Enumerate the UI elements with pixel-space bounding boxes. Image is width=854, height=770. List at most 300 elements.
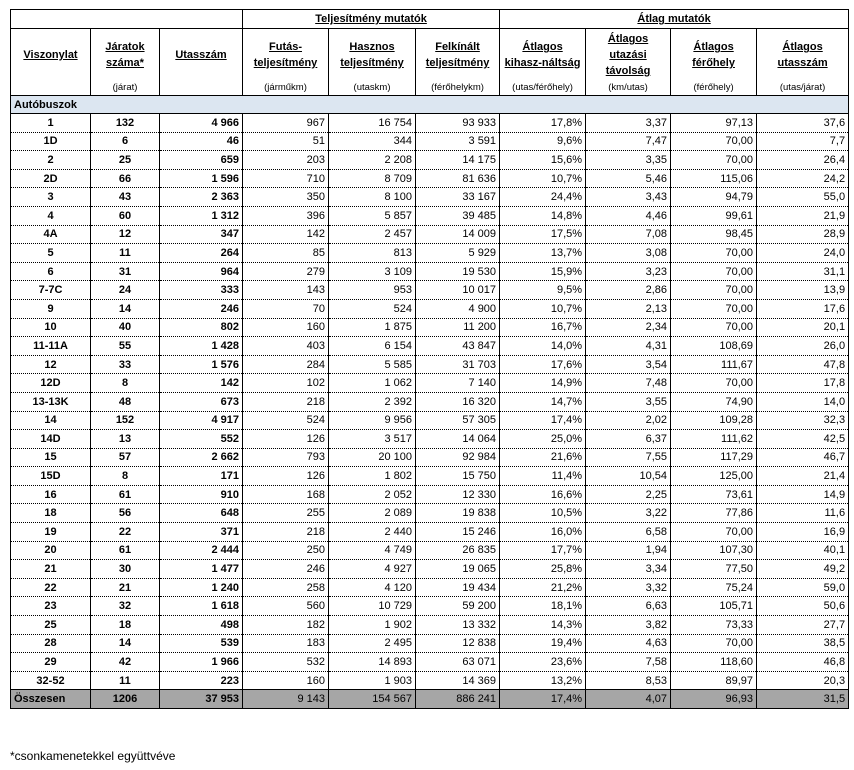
group-header-performance: Teljesítmény mutatók: [243, 10, 500, 29]
table-cell: 109,28: [671, 411, 757, 430]
table-row: [11, 616, 849, 635]
table-cell: 18: [91, 616, 160, 635]
route-name-cell: 7-7C: [11, 281, 91, 300]
table-cell: 160: [243, 318, 329, 337]
table-cell: 152: [91, 411, 160, 430]
table-cell: 126: [243, 467, 329, 486]
table-cell: 17,4%: [500, 411, 586, 430]
table-cell: 6,63: [586, 597, 671, 616]
table-row: [11, 634, 849, 653]
table-cell: 19 838: [416, 504, 500, 523]
table-cell: 2,02: [586, 411, 671, 430]
total-cell: 9 143: [243, 690, 329, 709]
table-cell: 81 636: [416, 169, 500, 188]
table-cell: 20,1: [757, 318, 849, 337]
table-cell: 31,1: [757, 262, 849, 281]
total-cell: 17,4%: [500, 690, 586, 709]
table-cell: 8: [91, 467, 160, 486]
route-name-cell: 12D: [11, 374, 91, 393]
table-cell: 115,06: [671, 169, 757, 188]
table-cell: 98,45: [671, 225, 757, 244]
table-cell: 4 917: [160, 411, 243, 430]
route-name-cell: 1D: [11, 132, 91, 151]
table-cell: 14 009: [416, 225, 500, 244]
table-row: [11, 262, 849, 281]
table-cell: 25,0%: [500, 430, 586, 449]
column-unit: [160, 81, 243, 96]
table-cell: 4 120: [329, 578, 416, 597]
table-cell: 5 929: [416, 244, 500, 263]
table-cell: 14 064: [416, 430, 500, 449]
table-row: [11, 411, 849, 430]
column-unit: (járműkm): [243, 81, 329, 96]
table-cell: 344: [329, 132, 416, 151]
table-cell: 89,97: [671, 671, 757, 690]
table-cell: 77,50: [671, 560, 757, 579]
route-name-cell: 1: [11, 114, 91, 133]
table-cell: 953: [329, 281, 416, 300]
table-cell: 7,47: [586, 132, 671, 151]
table-cell: 125,00: [671, 467, 757, 486]
table-cell: 16 754: [329, 114, 416, 133]
table-cell: 659: [160, 151, 243, 170]
table-cell: 15,9%: [500, 262, 586, 281]
table-row: [11, 132, 849, 151]
table-cell: 107,30: [671, 541, 757, 560]
table-cell: 17,8%: [500, 114, 586, 133]
table-cell: 40,1: [757, 541, 849, 560]
table-cell: 7,08: [586, 225, 671, 244]
table-cell: 4 900: [416, 299, 500, 318]
table-cell: 4,31: [586, 337, 671, 356]
table-cell: 40: [91, 318, 160, 337]
table-row: [11, 355, 849, 374]
table-cell: 70,00: [671, 374, 757, 393]
table-cell: 539: [160, 634, 243, 653]
table-cell: 70,00: [671, 634, 757, 653]
table-cell: 3 517: [329, 430, 416, 449]
table-cell: 8,53: [586, 671, 671, 690]
table-cell: 16,7%: [500, 318, 586, 337]
table-cell: 111,67: [671, 355, 757, 374]
table-row: [11, 653, 849, 672]
table-cell: 32,3: [757, 411, 849, 430]
table-cell: 333: [160, 281, 243, 300]
table-cell: 70,00: [671, 132, 757, 151]
table-cell: 18,1%: [500, 597, 586, 616]
table-cell: 967: [243, 114, 329, 133]
table-cell: 16 320: [416, 392, 500, 411]
table-cell: 60: [91, 206, 160, 225]
total-label: Összesen: [11, 690, 91, 709]
table-cell: 21,2%: [500, 578, 586, 597]
table-cell: 13,2%: [500, 671, 586, 690]
column-header: Viszonylat: [11, 29, 91, 82]
table-cell: 3,37: [586, 114, 671, 133]
table-cell: 16,6%: [500, 485, 586, 504]
table-cell: 70,00: [671, 523, 757, 542]
route-name-cell: 23: [11, 597, 91, 616]
table-cell: 2 052: [329, 485, 416, 504]
route-name-cell: 4: [11, 206, 91, 225]
table-cell: 9,5%: [500, 281, 586, 300]
table-cell: 57 305: [416, 411, 500, 430]
table-cell: 2 392: [329, 392, 416, 411]
route-name-cell: 16: [11, 485, 91, 504]
table-cell: 19 065: [416, 560, 500, 579]
table-cell: 2 208: [329, 151, 416, 170]
table-cell: 250: [243, 541, 329, 560]
table-cell: 2 444: [160, 541, 243, 560]
table-cell: 70,00: [671, 318, 757, 337]
table-cell: 12: [91, 225, 160, 244]
table-cell: 4 749: [329, 541, 416, 560]
table-row: [11, 523, 849, 542]
total-row: [11, 690, 849, 709]
table-cell: 14: [91, 299, 160, 318]
table-cell: 14 893: [329, 653, 416, 672]
table-cell: 2 440: [329, 523, 416, 542]
table-cell: 70,00: [671, 262, 757, 281]
column-header: Járatok száma*: [91, 29, 160, 82]
table-cell: 1 875: [329, 318, 416, 337]
table-cell: 7 140: [416, 374, 500, 393]
total-cell: 96,93: [671, 690, 757, 709]
table-cell: 74,90: [671, 392, 757, 411]
table-cell: 17,7%: [500, 541, 586, 560]
route-name-cell: 29: [11, 653, 91, 672]
table-cell: 48: [91, 392, 160, 411]
group-header-blank: [11, 10, 243, 29]
table-cell: 32: [91, 597, 160, 616]
table-cell: 1,94: [586, 541, 671, 560]
table-cell: 14,7%: [500, 392, 586, 411]
column-header: Átlagos utazási távolság: [586, 29, 671, 82]
table-cell: 10,5%: [500, 504, 586, 523]
table-row: [11, 281, 849, 300]
table-cell: 16,0%: [500, 523, 586, 542]
route-name-cell: 20: [11, 541, 91, 560]
table-row: [11, 597, 849, 616]
table-cell: 13,7%: [500, 244, 586, 263]
table-cell: 2,13: [586, 299, 671, 318]
table-cell: 13 332: [416, 616, 500, 635]
table-cell: 21,6%: [500, 448, 586, 467]
table-cell: 1 966: [160, 653, 243, 672]
table-cell: 13,9: [757, 281, 849, 300]
table-cell: 24,0: [757, 244, 849, 263]
table-cell: 17,5%: [500, 225, 586, 244]
footnote: *csonkamenetekkel együttvéve: [10, 749, 176, 763]
table-row: [11, 299, 849, 318]
table-cell: 14,9: [757, 485, 849, 504]
total-cell: 154 567: [329, 690, 416, 709]
table-row: [11, 114, 849, 133]
table-cell: 105,71: [671, 597, 757, 616]
table-cell: 910: [160, 485, 243, 504]
table-cell: 15 750: [416, 467, 500, 486]
table-cell: 246: [243, 560, 329, 579]
table-cell: 25: [91, 151, 160, 170]
table-cell: 2 089: [329, 504, 416, 523]
table-cell: 203: [243, 151, 329, 170]
table-cell: 17,8: [757, 374, 849, 393]
group-header-row: [11, 10, 849, 29]
table-cell: 51: [243, 132, 329, 151]
table-cell: 143: [243, 281, 329, 300]
total-cell: 31,5: [757, 690, 849, 709]
table-cell: 12 330: [416, 485, 500, 504]
table-cell: 14,8%: [500, 206, 586, 225]
table-cell: 403: [243, 337, 329, 356]
report-table-wrapper: [10, 9, 849, 709]
table-cell: 223: [160, 671, 243, 690]
table-cell: 9 956: [329, 411, 416, 430]
route-name-cell: 15: [11, 448, 91, 467]
route-name-cell: 32-52: [11, 671, 91, 690]
table-cell: 21,9: [757, 206, 849, 225]
table-cell: 22: [91, 523, 160, 542]
table-cell: 20 100: [329, 448, 416, 467]
table-cell: 3,35: [586, 151, 671, 170]
table-cell: 673: [160, 392, 243, 411]
column-unit: (járat): [91, 81, 160, 96]
route-name-cell: 12: [11, 355, 91, 374]
column-unit: (km/utas): [586, 81, 671, 96]
table-cell: 33 167: [416, 188, 500, 207]
table-cell: 97,13: [671, 114, 757, 133]
table-cell: 10,7%: [500, 169, 586, 188]
route-name-cell: 13-13K: [11, 392, 91, 411]
table-cell: 59 200: [416, 597, 500, 616]
table-cell: 1 802: [329, 467, 416, 486]
table-cell: 183: [243, 634, 329, 653]
table-cell: 3,22: [586, 504, 671, 523]
table-row: [11, 448, 849, 467]
table-cell: 14,0: [757, 392, 849, 411]
table-cell: 15,6%: [500, 151, 586, 170]
table-cell: 258: [243, 578, 329, 597]
route-name-cell: 21: [11, 560, 91, 579]
table-cell: 3,32: [586, 578, 671, 597]
table-row: [11, 485, 849, 504]
table-cell: 3,54: [586, 355, 671, 374]
table-cell: 1 903: [329, 671, 416, 690]
unit-row: [11, 81, 849, 96]
table-cell: 19,4%: [500, 634, 586, 653]
table-cell: 14,9%: [500, 374, 586, 393]
table-cell: 8 100: [329, 188, 416, 207]
table-cell: 27,7: [757, 616, 849, 635]
table-cell: 61: [91, 485, 160, 504]
table-cell: 813: [329, 244, 416, 263]
table-cell: 350: [243, 188, 329, 207]
table-cell: 55: [91, 337, 160, 356]
route-name-cell: 25: [11, 616, 91, 635]
table-cell: 19 434: [416, 578, 500, 597]
total-cell: 37 953: [160, 690, 243, 709]
table-cell: 246: [160, 299, 243, 318]
table-cell: 4,46: [586, 206, 671, 225]
route-name-cell: 18: [11, 504, 91, 523]
table-row: [11, 151, 849, 170]
table-cell: 20,3: [757, 671, 849, 690]
table-row: [11, 337, 849, 356]
column-header: Hasznos teljesítmény: [329, 29, 416, 82]
table-cell: 14,0%: [500, 337, 586, 356]
table-cell: 50,6: [757, 597, 849, 616]
table-cell: 2 662: [160, 448, 243, 467]
table-row: [11, 169, 849, 188]
table-cell: 3,08: [586, 244, 671, 263]
table-cell: 73,33: [671, 616, 757, 635]
route-name-cell: 22: [11, 578, 91, 597]
route-name-cell: 9: [11, 299, 91, 318]
table-cell: 7,7: [757, 132, 849, 151]
table-cell: 42,5: [757, 430, 849, 449]
table-cell: 11: [91, 671, 160, 690]
table-cell: 4 927: [329, 560, 416, 579]
table-cell: 31: [91, 262, 160, 281]
table-cell: 55,0: [757, 188, 849, 207]
table-cell: 17,6%: [500, 355, 586, 374]
table-cell: 70,00: [671, 299, 757, 318]
table-cell: 19 530: [416, 262, 500, 281]
route-name-cell: 14D: [11, 430, 91, 449]
section-row: [11, 96, 849, 114]
table-cell: 4,63: [586, 634, 671, 653]
table-row: [11, 188, 849, 207]
table-cell: 11,4%: [500, 467, 586, 486]
table-cell: 7,58: [586, 653, 671, 672]
route-name-cell: 3: [11, 188, 91, 207]
table-cell: 11,6: [757, 504, 849, 523]
table-cell: 218: [243, 392, 329, 411]
table-cell: 111,62: [671, 430, 757, 449]
table-cell: 142: [243, 225, 329, 244]
table-cell: 70,00: [671, 281, 757, 300]
route-name-cell: 11-11A: [11, 337, 91, 356]
table-cell: 12 838: [416, 634, 500, 653]
table-cell: 21,4: [757, 467, 849, 486]
section-label: Autóbuszok: [11, 96, 849, 114]
table-cell: 16,9: [757, 523, 849, 542]
table-cell: 524: [243, 411, 329, 430]
table-row: [11, 671, 849, 690]
table-cell: 2 457: [329, 225, 416, 244]
table-cell: 25,8%: [500, 560, 586, 579]
table-cell: 118,60: [671, 653, 757, 672]
table-cell: 15 246: [416, 523, 500, 542]
table-row: [11, 560, 849, 579]
table-cell: 24,2: [757, 169, 849, 188]
table-cell: 99,61: [671, 206, 757, 225]
column-header-row: [11, 29, 849, 82]
table-cell: 3,55: [586, 392, 671, 411]
table-row: [11, 430, 849, 449]
table-cell: 2 495: [329, 634, 416, 653]
group-header-average: Átlag mutatók: [500, 10, 849, 29]
table-cell: 1 062: [329, 374, 416, 393]
table-cell: 255: [243, 504, 329, 523]
table-row: [11, 225, 849, 244]
table-cell: 1 477: [160, 560, 243, 579]
total-cell: 4,07: [586, 690, 671, 709]
route-statistics-table: [10, 9, 849, 709]
table-cell: 132: [91, 114, 160, 133]
table-cell: 17,6: [757, 299, 849, 318]
table-cell: 26,0: [757, 337, 849, 356]
table-cell: 3,82: [586, 616, 671, 635]
table-cell: 117,29: [671, 448, 757, 467]
table-cell: 77,86: [671, 504, 757, 523]
table-cell: 524: [329, 299, 416, 318]
table-cell: 94,79: [671, 188, 757, 207]
table-cell: 5 585: [329, 355, 416, 374]
table-cell: 126: [243, 430, 329, 449]
table-cell: 160: [243, 671, 329, 690]
table-cell: 964: [160, 262, 243, 281]
table-cell: 46,8: [757, 653, 849, 672]
table-cell: 66: [91, 169, 160, 188]
table-row: [11, 206, 849, 225]
table-cell: 3,23: [586, 262, 671, 281]
table-cell: 560: [243, 597, 329, 616]
table-cell: 182: [243, 616, 329, 635]
table-cell: 284: [243, 355, 329, 374]
table-cell: 1 902: [329, 616, 416, 635]
table-cell: 21: [91, 578, 160, 597]
table-row: [11, 578, 849, 597]
table-cell: 24: [91, 281, 160, 300]
table-cell: 3,34: [586, 560, 671, 579]
table-cell: 14 369: [416, 671, 500, 690]
table-row: [11, 467, 849, 486]
table-cell: 4 966: [160, 114, 243, 133]
table-cell: 10,54: [586, 467, 671, 486]
table-cell: 218: [243, 523, 329, 542]
column-header: Futás-teljesítmény: [243, 29, 329, 82]
table-cell: 171: [160, 467, 243, 486]
table-cell: 24,4%: [500, 188, 586, 207]
table-cell: 70,00: [671, 151, 757, 170]
table-cell: 2,25: [586, 485, 671, 504]
column-unit: (utas/járat): [757, 81, 849, 96]
table-cell: 1 576: [160, 355, 243, 374]
route-name-cell: 19: [11, 523, 91, 542]
table-cell: 10 017: [416, 281, 500, 300]
table-cell: 8 709: [329, 169, 416, 188]
table-row: [11, 541, 849, 560]
table-cell: 347: [160, 225, 243, 244]
table-cell: 102: [243, 374, 329, 393]
table-row: [11, 392, 849, 411]
column-header: Átlagos kihasz-náltság: [500, 29, 586, 82]
table-cell: 371: [160, 523, 243, 542]
table-cell: 1 240: [160, 578, 243, 597]
table-cell: 57: [91, 448, 160, 467]
table-cell: 1 618: [160, 597, 243, 616]
table-cell: 2 363: [160, 188, 243, 207]
column-header: Átlagos férőhely: [671, 29, 757, 82]
table-cell: 7,55: [586, 448, 671, 467]
table-cell: 42: [91, 653, 160, 672]
table-cell: 56: [91, 504, 160, 523]
table-cell: 7,48: [586, 374, 671, 393]
column-header: Utasszám: [160, 29, 243, 82]
table-cell: 33: [91, 355, 160, 374]
table-cell: 49,2: [757, 560, 849, 579]
